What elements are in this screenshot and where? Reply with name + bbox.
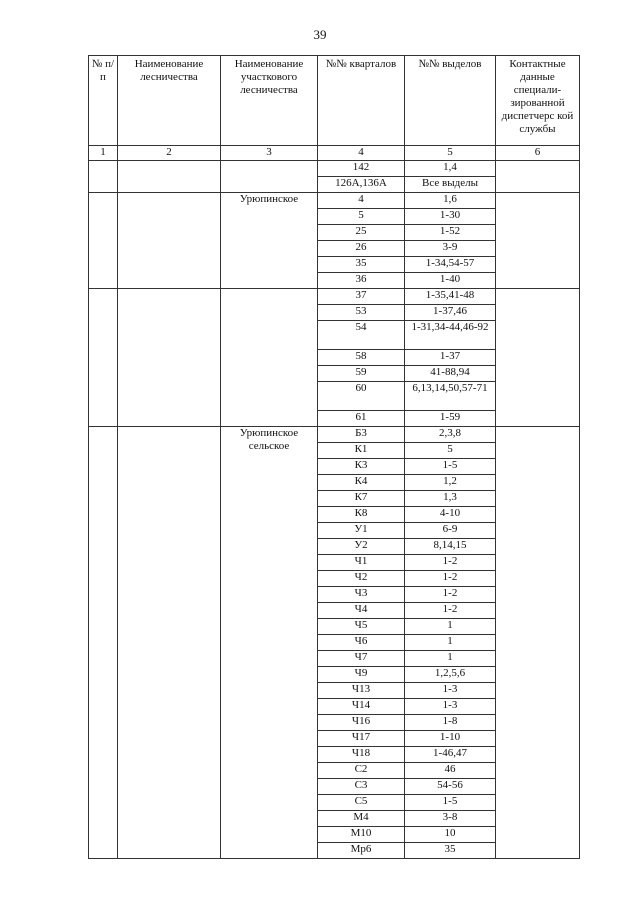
table-row (89, 193, 580, 209)
quarter-cell: Мр6 (318, 843, 405, 859)
header-plots: №№ выделов (405, 56, 496, 146)
plots-cell: 1-8 (405, 715, 496, 731)
plots-cell: 54-56 (405, 779, 496, 795)
district-forestry-cell (221, 289, 318, 427)
plots-cell: 41-88,94 (405, 366, 496, 382)
quarter-cell: 53 (318, 305, 405, 321)
quarter-cell: К4 (318, 475, 405, 491)
quarter-cell: С2 (318, 763, 405, 779)
header-district-forestry: Наименование участкового лесничества (221, 56, 318, 146)
contacts-cell (496, 289, 580, 427)
plots-cell: 1-2 (405, 555, 496, 571)
table-body (89, 161, 580, 859)
header-contacts: Контактные данные специали-зированной диспетчерс кой службы (496, 56, 580, 146)
quarter-cell: С5 (318, 795, 405, 811)
column-number: 5 (405, 146, 496, 161)
quarter-cell: К3 (318, 459, 405, 475)
quarter-cell: 35 (318, 257, 405, 273)
quarter-cell: Ч4 (318, 603, 405, 619)
plots-cell: 1-30 (405, 209, 496, 225)
quarter-cell: 4 (318, 193, 405, 209)
page-number: 39 (313, 27, 327, 42)
contacts-cell (496, 427, 580, 859)
plots-cell: 2,3,8 (405, 427, 496, 443)
quarter-cell: Ч1 (318, 555, 405, 571)
row-number-cell (89, 193, 118, 289)
plots-cell: 1-2 (405, 603, 496, 619)
quarter-cell: К8 (318, 507, 405, 523)
plots-cell: 10 (405, 827, 496, 843)
quarter-cell: К1 (318, 443, 405, 459)
district-forestry-cell (221, 161, 318, 193)
quarter-cell: Ч9 (318, 667, 405, 683)
plots-cell: 1-2 (405, 571, 496, 587)
quarter-cell: Ч17 (318, 731, 405, 747)
quarter-cell: 60 (318, 382, 405, 411)
quarter-cell: 36 (318, 273, 405, 289)
quarter-cell: 58 (318, 350, 405, 366)
quarter-cell: С3 (318, 779, 405, 795)
quarter-cell: Ч6 (318, 635, 405, 651)
quarter-cell: Б3 (318, 427, 405, 443)
quarter-cell: У2 (318, 539, 405, 555)
plots-cell: 3-8 (405, 811, 496, 827)
quarter-cell: 126А,136А (318, 177, 405, 193)
plots-cell: 1,6 (405, 193, 496, 209)
plots-cell: 6,13,14,50,57-71 (405, 382, 496, 411)
plots-cell: 4-10 (405, 507, 496, 523)
quarter-cell: У1 (318, 523, 405, 539)
district-forestry-cell: Урюпинское (221, 193, 318, 289)
plots-cell: 1-10 (405, 731, 496, 747)
row-number-cell (89, 161, 118, 193)
district-forestry-cell: Урюпинское сельское (221, 427, 318, 859)
contacts-cell (496, 161, 580, 193)
plots-cell: 1 (405, 651, 496, 667)
plots-cell: 8,14,15 (405, 539, 496, 555)
header-quarters: №№ кварталов (318, 56, 405, 146)
plots-cell: 1-46,47 (405, 747, 496, 763)
quarter-cell: 59 (318, 366, 405, 382)
quarter-cell: 37 (318, 289, 405, 305)
quarter-cell: 142 (318, 161, 405, 177)
quarter-cell: К7 (318, 491, 405, 507)
plots-cell: 1-5 (405, 459, 496, 475)
plots-cell: 1-52 (405, 225, 496, 241)
quarter-cell: Ч18 (318, 747, 405, 763)
forestry-cell (118, 427, 221, 859)
forestry-table (88, 55, 580, 859)
quarter-cell: М10 (318, 827, 405, 843)
column-number: 3 (221, 146, 318, 161)
table-row (89, 289, 580, 305)
plots-cell: 46 (405, 763, 496, 779)
quarter-cell: Ч7 (318, 651, 405, 667)
plots-cell: 1-31,34-44,46-92 (405, 321, 496, 350)
plots-cell: 6-9 (405, 523, 496, 539)
plots-cell: 1-59 (405, 411, 496, 427)
forestry-cell (118, 289, 221, 427)
plots-cell: 1 (405, 619, 496, 635)
row-number-cell (89, 427, 118, 859)
contacts-cell (496, 193, 580, 289)
forestry-cell (118, 193, 221, 289)
plots-cell: 1-35,41-48 (405, 289, 496, 305)
row-number-cell (89, 289, 118, 427)
column-number: 6 (496, 146, 580, 161)
plots-cell: 35 (405, 843, 496, 859)
column-number-row (89, 146, 580, 161)
plots-cell: 1-2 (405, 587, 496, 603)
forestry-cell (118, 161, 221, 193)
plots-cell: 1-37,46 (405, 305, 496, 321)
quarter-cell: Ч2 (318, 571, 405, 587)
table-row (89, 161, 580, 177)
table-row (89, 427, 580, 443)
quarter-cell: 54 (318, 321, 405, 350)
column-number: 1 (89, 146, 118, 161)
plots-cell: 1-5 (405, 795, 496, 811)
header-number: № п/п (89, 56, 118, 146)
plots-cell: 5 (405, 443, 496, 459)
quarter-cell: Ч3 (318, 587, 405, 603)
plots-cell: 1-3 (405, 683, 496, 699)
plots-cell: 1-34,54-57 (405, 257, 496, 273)
quarter-cell: М4 (318, 811, 405, 827)
plots-cell: 1-37 (405, 350, 496, 366)
quarter-cell: Ч16 (318, 715, 405, 731)
quarter-cell: Ч14 (318, 699, 405, 715)
plots-cell: 1,2,5,6 (405, 667, 496, 683)
quarter-cell: 61 (318, 411, 405, 427)
column-number: 4 (318, 146, 405, 161)
plots-cell: 1,3 (405, 491, 496, 507)
table-header-row (89, 56, 580, 146)
quarter-cell: 26 (318, 241, 405, 257)
quarter-cell: 25 (318, 225, 405, 241)
plots-cell: 3-9 (405, 241, 496, 257)
plots-cell: 1,2 (405, 475, 496, 491)
header-forestry: Наименование лесничества (118, 56, 221, 146)
quarter-cell: Ч13 (318, 683, 405, 699)
plots-cell: 1,4 (405, 161, 496, 177)
plots-cell: 1-40 (405, 273, 496, 289)
plots-cell: 1-3 (405, 699, 496, 715)
quarter-cell: Ч5 (318, 619, 405, 635)
plots-cell: Все выделы (405, 177, 496, 193)
quarter-cell: 5 (318, 209, 405, 225)
plots-cell: 1 (405, 635, 496, 651)
column-number: 2 (118, 146, 221, 161)
